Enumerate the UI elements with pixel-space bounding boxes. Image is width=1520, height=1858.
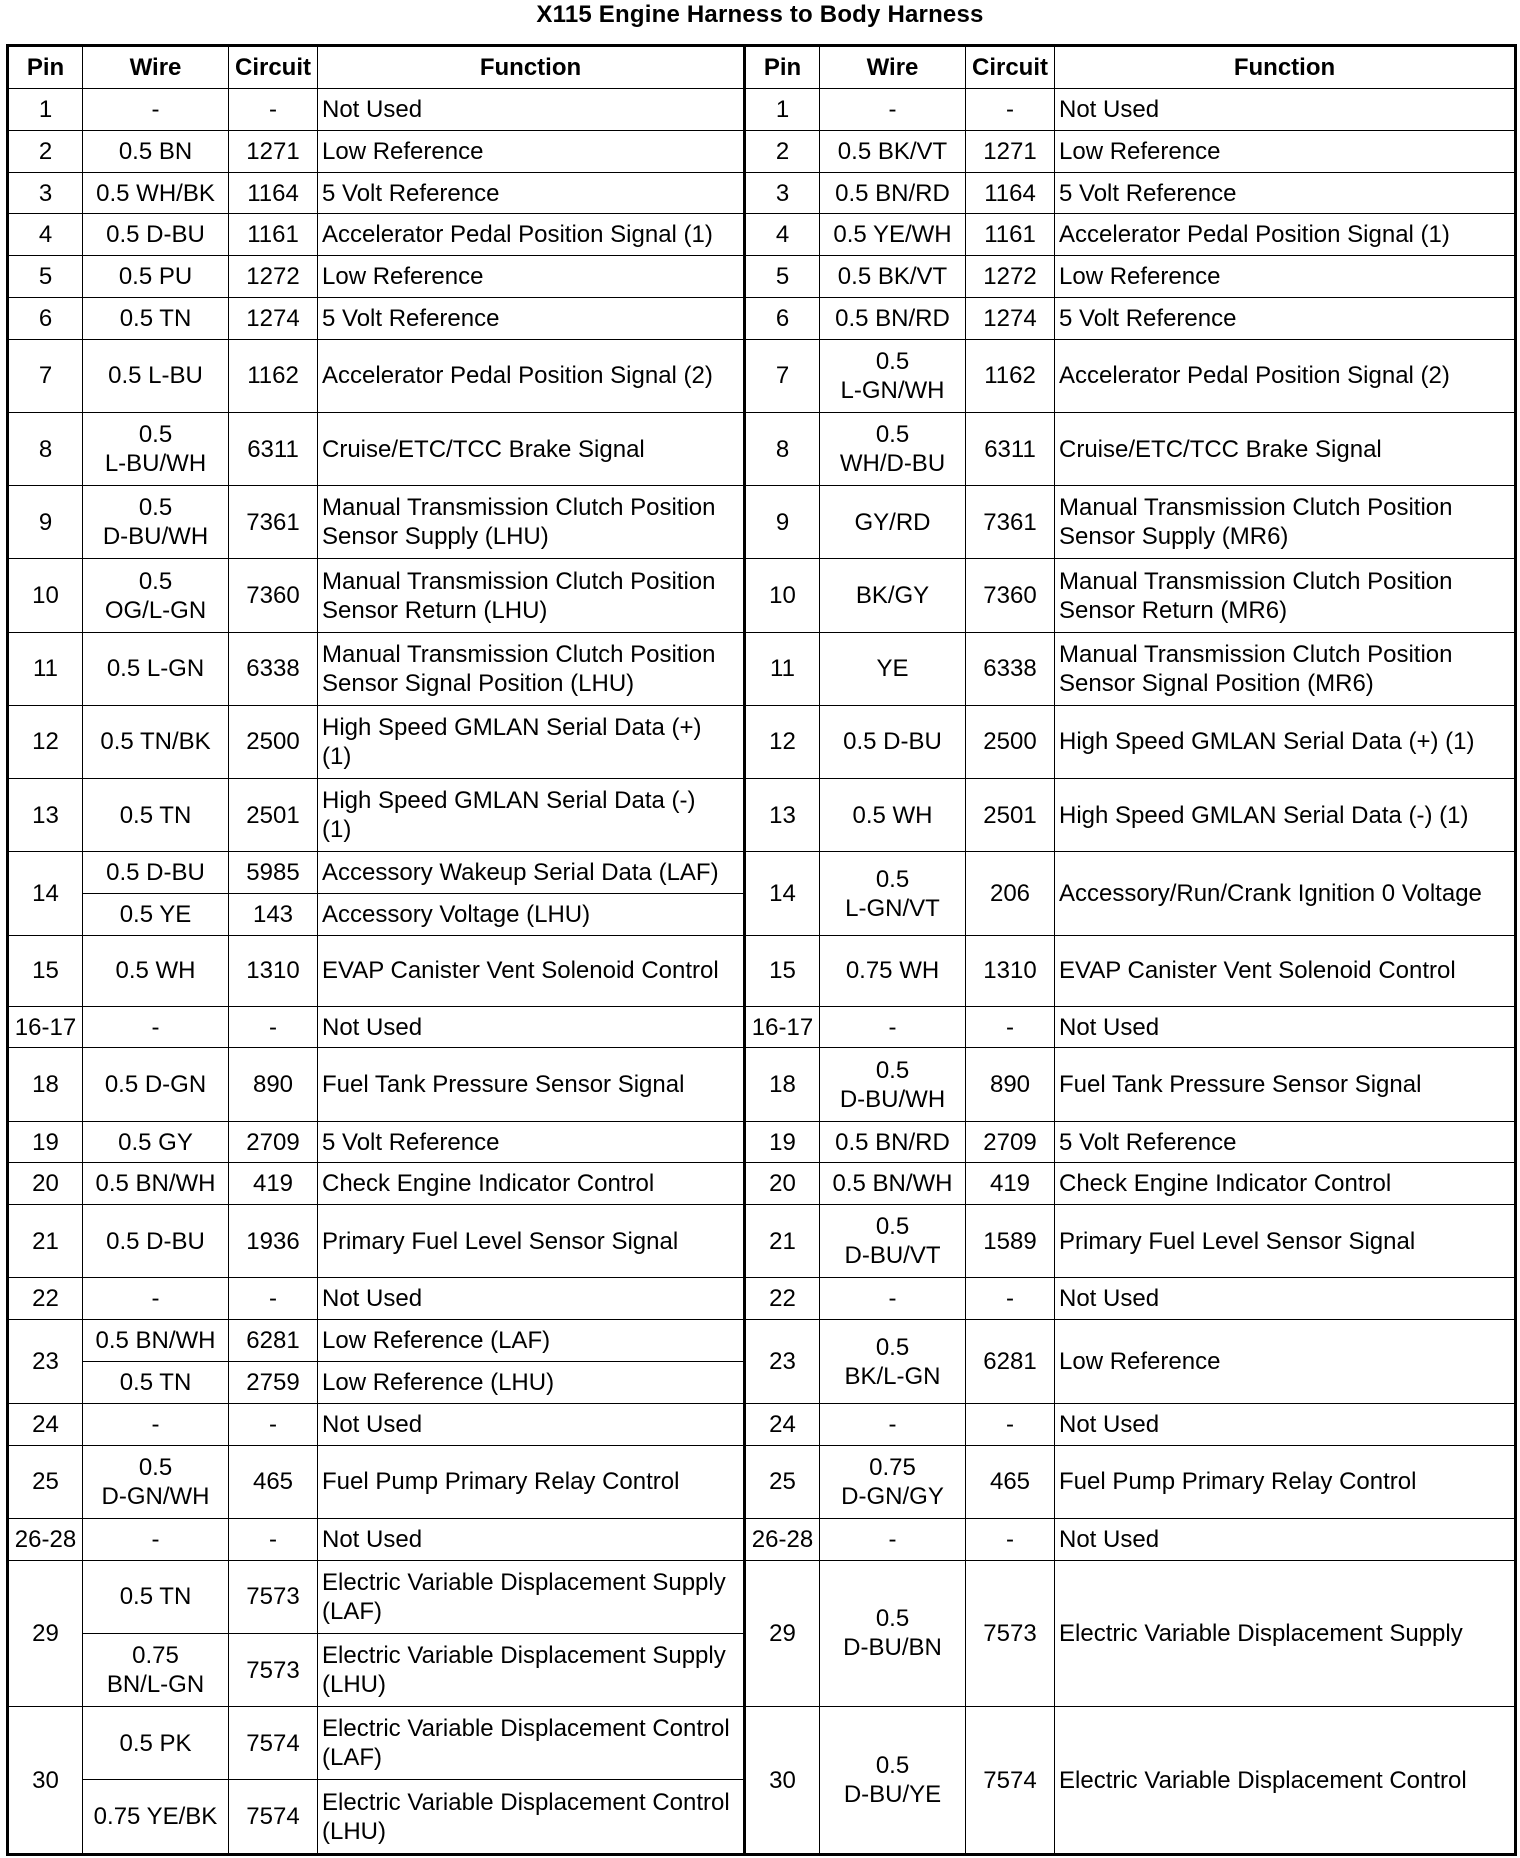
table-row xyxy=(8,89,1516,131)
function-cell-right: 5 Volt Reference xyxy=(1055,1121,1516,1163)
wire-cell: 0.5 D-BU xyxy=(83,852,229,894)
function-cell: Electric Variable Displacement Control (LAF) xyxy=(318,1707,745,1780)
pin-cell: 11 xyxy=(8,632,83,705)
circuit-cell: - xyxy=(229,89,318,131)
function-cell-right: Low Reference xyxy=(1055,256,1516,298)
wire-cell-right: 0.5 BN/WH xyxy=(820,1163,966,1205)
function-cell: Not Used xyxy=(318,1518,745,1560)
wire-cell: 0.75 YE/BK xyxy=(83,1780,229,1855)
wire-cell: 0.5 WH xyxy=(83,935,229,1006)
function-cell: High Speed GMLAN Serial Data (-) (1) xyxy=(318,779,745,852)
circuit-cell-right: - xyxy=(966,1403,1055,1445)
wire-cell: 0.5 TN xyxy=(83,1362,229,1404)
wire-cell-right: - xyxy=(820,1518,966,1560)
function-cell-right: Not Used xyxy=(1055,1518,1516,1560)
wire-cell: - xyxy=(83,1518,229,1560)
function-cell-right: Accelerator Pedal Position Signal (2) xyxy=(1055,339,1516,412)
pin-cell: 9 xyxy=(8,486,83,559)
wire-cell: 0.5 GY xyxy=(83,1121,229,1163)
function-cell-right: Fuel Tank Pressure Sensor Signal xyxy=(1055,1048,1516,1121)
wire-cell-right: 0.5 D-BU/VT xyxy=(820,1205,966,1278)
function-cell: Not Used xyxy=(318,1006,745,1048)
pin-cell-right: 12 xyxy=(745,705,820,778)
circuit-cell: 1271 xyxy=(229,130,318,172)
table-row xyxy=(8,1048,1516,1121)
wire-cell-right: 0.5 L-GN/VT xyxy=(820,852,966,936)
wire-cell: 0.5 D-BU xyxy=(83,214,229,256)
function-cell-right: Not Used xyxy=(1055,1278,1516,1320)
circuit-cell-right: 206 xyxy=(966,852,1055,936)
pin-cell: 20 xyxy=(8,1163,83,1205)
function-cell: Not Used xyxy=(318,1403,745,1445)
circuit-cell: 6281 xyxy=(229,1320,318,1362)
table-row xyxy=(8,559,1516,632)
wire-cell: 0.5 D-BU/WH xyxy=(83,486,229,559)
circuit-cell-right: 419 xyxy=(966,1163,1055,1205)
circuit-cell-right: 6311 xyxy=(966,413,1055,486)
function-cell-right: 5 Volt Reference xyxy=(1055,172,1516,214)
circuit-cell: 6338 xyxy=(229,632,318,705)
pin-cell-right: 24 xyxy=(745,1403,820,1445)
function-cell-right: High Speed GMLAN Serial Data (+) (1) xyxy=(1055,705,1516,778)
wire-cell: 0.5 TN xyxy=(83,779,229,852)
function-cell: 5 Volt Reference xyxy=(318,172,745,214)
function-cell: Low Reference (LAF) xyxy=(318,1320,745,1362)
circuit-cell: 1161 xyxy=(229,214,318,256)
wire-cell: 0.5 D-GN/WH xyxy=(83,1445,229,1518)
wire-cell: 0.5 PK xyxy=(83,1707,229,1780)
wire-cell-right: 0.5 BK/VT xyxy=(820,256,966,298)
function-cell: Fuel Tank Pressure Sensor Signal xyxy=(318,1048,745,1121)
circuit-cell: 1310 xyxy=(229,935,318,1006)
function-cell-right: Not Used xyxy=(1055,1403,1516,1445)
function-cell-right: 5 Volt Reference xyxy=(1055,298,1516,340)
circuit-cell: 7574 xyxy=(229,1780,318,1855)
pin-cell: 23 xyxy=(8,1320,83,1404)
table-row xyxy=(8,705,1516,778)
pin-cell-right: 19 xyxy=(745,1121,820,1163)
table-row xyxy=(8,1121,1516,1163)
function-cell: Electric Variable Displacement Supply (LHU) xyxy=(318,1633,745,1706)
pin-cell: 15 xyxy=(8,935,83,1006)
circuit-cell: 1162 xyxy=(229,339,318,412)
table-row xyxy=(8,339,1516,412)
circuit-cell: - xyxy=(229,1278,318,1320)
circuit-cell-right: 2501 xyxy=(966,779,1055,852)
function-cell: Low Reference xyxy=(318,130,745,172)
function-cell: Cruise/ETC/TCC Brake Signal xyxy=(318,413,745,486)
pin-cell-right: 13 xyxy=(745,779,820,852)
table-row xyxy=(8,1278,1516,1320)
wire-cell-right: 0.5 BN/RD xyxy=(820,1121,966,1163)
circuit-cell: - xyxy=(229,1006,318,1048)
function-cell-right: Not Used xyxy=(1055,1006,1516,1048)
circuit-cell: 419 xyxy=(229,1163,318,1205)
wire-cell-right: - xyxy=(820,89,966,131)
function-cell: Primary Fuel Level Sensor Signal xyxy=(318,1205,745,1278)
wire-cell: 0.5 BN/WH xyxy=(83,1320,229,1362)
pin-cell: 3 xyxy=(8,172,83,214)
wire-cell-right: 0.5 WH xyxy=(820,779,966,852)
wire-cell: 0.5 L-BU/WH xyxy=(83,413,229,486)
wire-cell: - xyxy=(83,1278,229,1320)
function-cell: EVAP Canister Vent Solenoid Control xyxy=(318,935,745,1006)
pin-cell: 2 xyxy=(8,130,83,172)
pin-cell-right: 5 xyxy=(745,256,820,298)
circuit-cell-right: 7573 xyxy=(966,1560,1055,1706)
pin-cell-right: 9 xyxy=(745,486,820,559)
pin-cell: 19 xyxy=(8,1121,83,1163)
circuit-cell: 2709 xyxy=(229,1121,318,1163)
pin-cell-right: 8 xyxy=(745,413,820,486)
pin-cell: 6 xyxy=(8,298,83,340)
circuit-cell: 1274 xyxy=(229,298,318,340)
function-cell: Low Reference xyxy=(318,256,745,298)
pin-cell: 16-17 xyxy=(8,1006,83,1048)
function-cell-right: Cruise/ETC/TCC Brake Signal xyxy=(1055,413,1516,486)
pin-cell: 1 xyxy=(8,89,83,131)
table-row xyxy=(8,130,1516,172)
pin-cell: 4 xyxy=(8,214,83,256)
function-cell-right: Fuel Pump Primary Relay Control xyxy=(1055,1445,1516,1518)
header-function-left: Function xyxy=(318,46,745,89)
pin-cell-right: 6 xyxy=(745,298,820,340)
circuit-cell-right: - xyxy=(966,1278,1055,1320)
circuit-cell-right: 2709 xyxy=(966,1121,1055,1163)
pin-cell: 25 xyxy=(8,1445,83,1518)
function-cell: Electric Variable Displacement Supply (LAF) xyxy=(318,1560,745,1633)
wire-cell: 0.5 TN/BK xyxy=(83,705,229,778)
wire-cell: 0.5 YE xyxy=(83,894,229,936)
wire-cell: 0.5 WH/BK xyxy=(83,172,229,214)
table-row xyxy=(8,935,1516,1006)
circuit-cell-right: 1589 xyxy=(966,1205,1055,1278)
circuit-cell: 2501 xyxy=(229,779,318,852)
function-cell: Accelerator Pedal Position Signal (1) xyxy=(318,214,745,256)
circuit-cell: - xyxy=(229,1403,318,1445)
pin-cell-right: 26-28 xyxy=(745,1518,820,1560)
function-cell-right: Manual Transmission Clutch Position Sensor Return (MR6) xyxy=(1055,559,1516,632)
wire-cell: 0.5 BN xyxy=(83,130,229,172)
function-cell: Not Used xyxy=(318,1278,745,1320)
pin-cell: 26-28 xyxy=(8,1518,83,1560)
circuit-cell: 1164 xyxy=(229,172,318,214)
pin-cell: 30 xyxy=(8,1707,83,1855)
table-row xyxy=(8,214,1516,256)
pin-cell-right: 18 xyxy=(745,1048,820,1121)
function-cell: Electric Variable Displacement Control (LHU) xyxy=(318,1780,745,1855)
circuit-cell: 7573 xyxy=(229,1560,318,1633)
table-row xyxy=(8,779,1516,852)
pin-cell: 21 xyxy=(8,1205,83,1278)
pin-cell-right: 21 xyxy=(745,1205,820,1278)
pin-cell: 12 xyxy=(8,705,83,778)
circuit-cell: 7573 xyxy=(229,1633,318,1706)
wire-cell: 0.5 D-BU xyxy=(83,1205,229,1278)
function-cell-right: Accessory/Run/Crank Ignition 0 Voltage xyxy=(1055,852,1516,936)
wire-cell-right: - xyxy=(820,1403,966,1445)
function-cell: Accessory Wakeup Serial Data (LAF) xyxy=(318,852,745,894)
circuit-cell-right: 1164 xyxy=(966,172,1055,214)
table-row xyxy=(8,1403,1516,1445)
circuit-cell-right: 7360 xyxy=(966,559,1055,632)
header-wire-left: Wire xyxy=(83,46,229,89)
circuit-cell: 7360 xyxy=(229,559,318,632)
pin-cell-right: 16-17 xyxy=(745,1006,820,1048)
pinout-table-body xyxy=(8,89,1516,1855)
circuit-cell: 7361 xyxy=(229,486,318,559)
function-cell: Accelerator Pedal Position Signal (2) xyxy=(318,339,745,412)
header-pin-right: Pin xyxy=(745,46,820,89)
wire-cell: 0.5 PU xyxy=(83,256,229,298)
pin-cell-right: 1 xyxy=(745,89,820,131)
function-cell: Fuel Pump Primary Relay Control xyxy=(318,1445,745,1518)
wire-cell: - xyxy=(83,1006,229,1048)
function-cell-right: Primary Fuel Level Sensor Signal xyxy=(1055,1205,1516,1278)
circuit-cell-right: 1272 xyxy=(966,256,1055,298)
pin-cell: 5 xyxy=(8,256,83,298)
wire-cell-right: 0.5 D-BU xyxy=(820,705,966,778)
function-cell: Check Engine Indicator Control xyxy=(318,1163,745,1205)
function-cell: 5 Volt Reference xyxy=(318,298,745,340)
table-row xyxy=(8,1006,1516,1048)
wire-cell-right: 0.5 BN/RD xyxy=(820,298,966,340)
circuit-cell: 5985 xyxy=(229,852,318,894)
circuit-cell-right: 1161 xyxy=(966,214,1055,256)
function-cell: Accessory Voltage (LHU) xyxy=(318,894,745,936)
function-cell: Manual Transmission Clutch Position Sensor Signal Position (LHU) xyxy=(318,632,745,705)
pin-cell: 10 xyxy=(8,559,83,632)
circuit-cell: 2500 xyxy=(229,705,318,778)
pin-cell-right: 25 xyxy=(745,1445,820,1518)
wire-cell: 0.5 TN xyxy=(83,1560,229,1633)
circuit-cell: 2759 xyxy=(229,1362,318,1404)
table-row xyxy=(8,256,1516,298)
wire-cell-right: BK/GY xyxy=(820,559,966,632)
circuit-cell-right: 1310 xyxy=(966,935,1055,1006)
table-row xyxy=(8,413,1516,486)
wire-cell-right: 0.5 YE/WH xyxy=(820,214,966,256)
circuit-cell-right: - xyxy=(966,89,1055,131)
circuit-cell: 143 xyxy=(229,894,318,936)
function-cell-right: Manual Transmission Clutch Position Sensor Signal Position (MR6) xyxy=(1055,632,1516,705)
wire-cell: - xyxy=(83,1403,229,1445)
pin-cell-right: 30 xyxy=(745,1707,820,1855)
document-title: X115 Engine Harness to Body Harness xyxy=(536,1,984,28)
circuit-cell-right: 6338 xyxy=(966,632,1055,705)
pinout-table xyxy=(6,44,1517,1856)
table-row xyxy=(8,1205,1516,1278)
table-row xyxy=(8,1320,1516,1362)
circuit-cell: 1936 xyxy=(229,1205,318,1278)
pin-cell: 24 xyxy=(8,1403,83,1445)
pin-cell-right: 7 xyxy=(745,339,820,412)
circuit-cell: 6311 xyxy=(229,413,318,486)
function-cell: Not Used xyxy=(318,89,745,131)
table-row xyxy=(8,852,1516,894)
circuit-cell-right: 1162 xyxy=(966,339,1055,412)
wire-cell-right: 0.5 D-BU/YE xyxy=(820,1707,966,1855)
circuit-cell-right: 7574 xyxy=(966,1707,1055,1855)
pin-cell-right: 23 xyxy=(745,1320,820,1404)
wire-cell: 0.5 L-GN xyxy=(83,632,229,705)
header-wire-right: Wire xyxy=(820,46,966,89)
function-cell-right: Check Engine Indicator Control xyxy=(1055,1163,1516,1205)
circuit-cell-right: 6281 xyxy=(966,1320,1055,1404)
function-cell-right: Not Used xyxy=(1055,89,1516,131)
circuit-cell: 7574 xyxy=(229,1707,318,1780)
pin-cell: 8 xyxy=(8,413,83,486)
header-circuit-left: Circuit xyxy=(229,46,318,89)
circuit-cell-right: 1271 xyxy=(966,130,1055,172)
wire-cell-right: GY/RD xyxy=(820,486,966,559)
circuit-cell: 465 xyxy=(229,1445,318,1518)
function-cell-right: Electric Variable Displacement Supply xyxy=(1055,1560,1516,1706)
function-cell: Low Reference (LHU) xyxy=(318,1362,745,1404)
circuit-cell: 1272 xyxy=(229,256,318,298)
circuit-cell: - xyxy=(229,1518,318,1560)
table-row xyxy=(8,1445,1516,1518)
pin-cell-right: 15 xyxy=(745,935,820,1006)
wire-cell-right: YE xyxy=(820,632,966,705)
circuit-cell: 890 xyxy=(229,1048,318,1121)
wire-cell: 0.75 BN/L-GN xyxy=(83,1633,229,1706)
table-row xyxy=(8,486,1516,559)
table-row xyxy=(8,1163,1516,1205)
function-cell: Manual Transmission Clutch Position Sensor Return (LHU) xyxy=(318,559,745,632)
function-cell-right: Low Reference xyxy=(1055,130,1516,172)
circuit-cell-right: 465 xyxy=(966,1445,1055,1518)
pin-cell: 7 xyxy=(8,339,83,412)
circuit-cell-right: 2500 xyxy=(966,705,1055,778)
pin-cell-right: 22 xyxy=(745,1278,820,1320)
pin-cell-right: 11 xyxy=(745,632,820,705)
header-row xyxy=(8,46,1516,89)
wire-cell-right: 0.5 BN/RD xyxy=(820,172,966,214)
pin-cell-right: 4 xyxy=(745,214,820,256)
function-cell: 5 Volt Reference xyxy=(318,1121,745,1163)
wire-cell: 0.5 OG/L-GN xyxy=(83,559,229,632)
wire-cell-right: 0.75 D-GN/GY xyxy=(820,1445,966,1518)
circuit-cell-right: 1274 xyxy=(966,298,1055,340)
circuit-cell-right: 890 xyxy=(966,1048,1055,1121)
circuit-cell-right: - xyxy=(966,1518,1055,1560)
table-row xyxy=(8,1518,1516,1560)
pin-cell-right: 20 xyxy=(745,1163,820,1205)
pin-cell-right: 3 xyxy=(745,172,820,214)
table-row xyxy=(8,172,1516,214)
header-function-right: Function xyxy=(1055,46,1516,89)
wire-cell: 0.5 TN xyxy=(83,298,229,340)
pin-cell-right: 2 xyxy=(745,130,820,172)
wire-cell: 0.5 D-GN xyxy=(83,1048,229,1121)
function-cell-right: Electric Variable Displacement Control xyxy=(1055,1707,1516,1855)
function-cell-right: EVAP Canister Vent Solenoid Control xyxy=(1055,935,1516,1006)
function-cell-right: Low Reference xyxy=(1055,1320,1516,1404)
wire-cell-right: - xyxy=(820,1006,966,1048)
circuit-cell-right: 7361 xyxy=(966,486,1055,559)
wire-cell-right: 0.5 D-BU/BN xyxy=(820,1560,966,1706)
wire-cell-right: 0.75 WH xyxy=(820,935,966,1006)
table-row xyxy=(8,1560,1516,1633)
function-cell-right: High Speed GMLAN Serial Data (-) (1) xyxy=(1055,779,1516,852)
wire-cell-right: 0.5 BK/VT xyxy=(820,130,966,172)
table-row xyxy=(8,298,1516,340)
wire-cell-right: 0.5 D-BU/WH xyxy=(820,1048,966,1121)
wire-cell: 0.5 L-BU xyxy=(83,339,229,412)
circuit-cell-right: - xyxy=(966,1006,1055,1048)
function-cell: High Speed GMLAN Serial Data (+) (1) xyxy=(318,705,745,778)
wire-cell: - xyxy=(83,89,229,131)
pin-cell-right: 10 xyxy=(745,559,820,632)
pin-cell: 22 xyxy=(8,1278,83,1320)
wire-cell-right: - xyxy=(820,1278,966,1320)
pin-cell: 18 xyxy=(8,1048,83,1121)
table-row xyxy=(8,632,1516,705)
function-cell-right: Manual Transmission Clutch Position Sensor Supply (MR6) xyxy=(1055,486,1516,559)
pin-cell-right: 14 xyxy=(745,852,820,936)
pin-cell: 13 xyxy=(8,779,83,852)
wire-cell-right: 0.5 BK/L-GN xyxy=(820,1320,966,1404)
table-row xyxy=(8,1707,1516,1780)
pin-cell-right: 29 xyxy=(745,1560,820,1706)
pin-cell: 29 xyxy=(8,1560,83,1706)
wire-cell-right: 0.5 L-GN/WH xyxy=(820,339,966,412)
pin-cell: 14 xyxy=(8,852,83,936)
header-pin-left: Pin xyxy=(8,46,83,89)
wire-cell: 0.5 BN/WH xyxy=(83,1163,229,1205)
function-cell-right: Accelerator Pedal Position Signal (1) xyxy=(1055,214,1516,256)
wire-cell-right: 0.5 WH/D-BU xyxy=(820,413,966,486)
header-circuit-right: Circuit xyxy=(966,46,1055,89)
function-cell: Manual Transmission Clutch Position Sensor Supply (LHU) xyxy=(318,486,745,559)
